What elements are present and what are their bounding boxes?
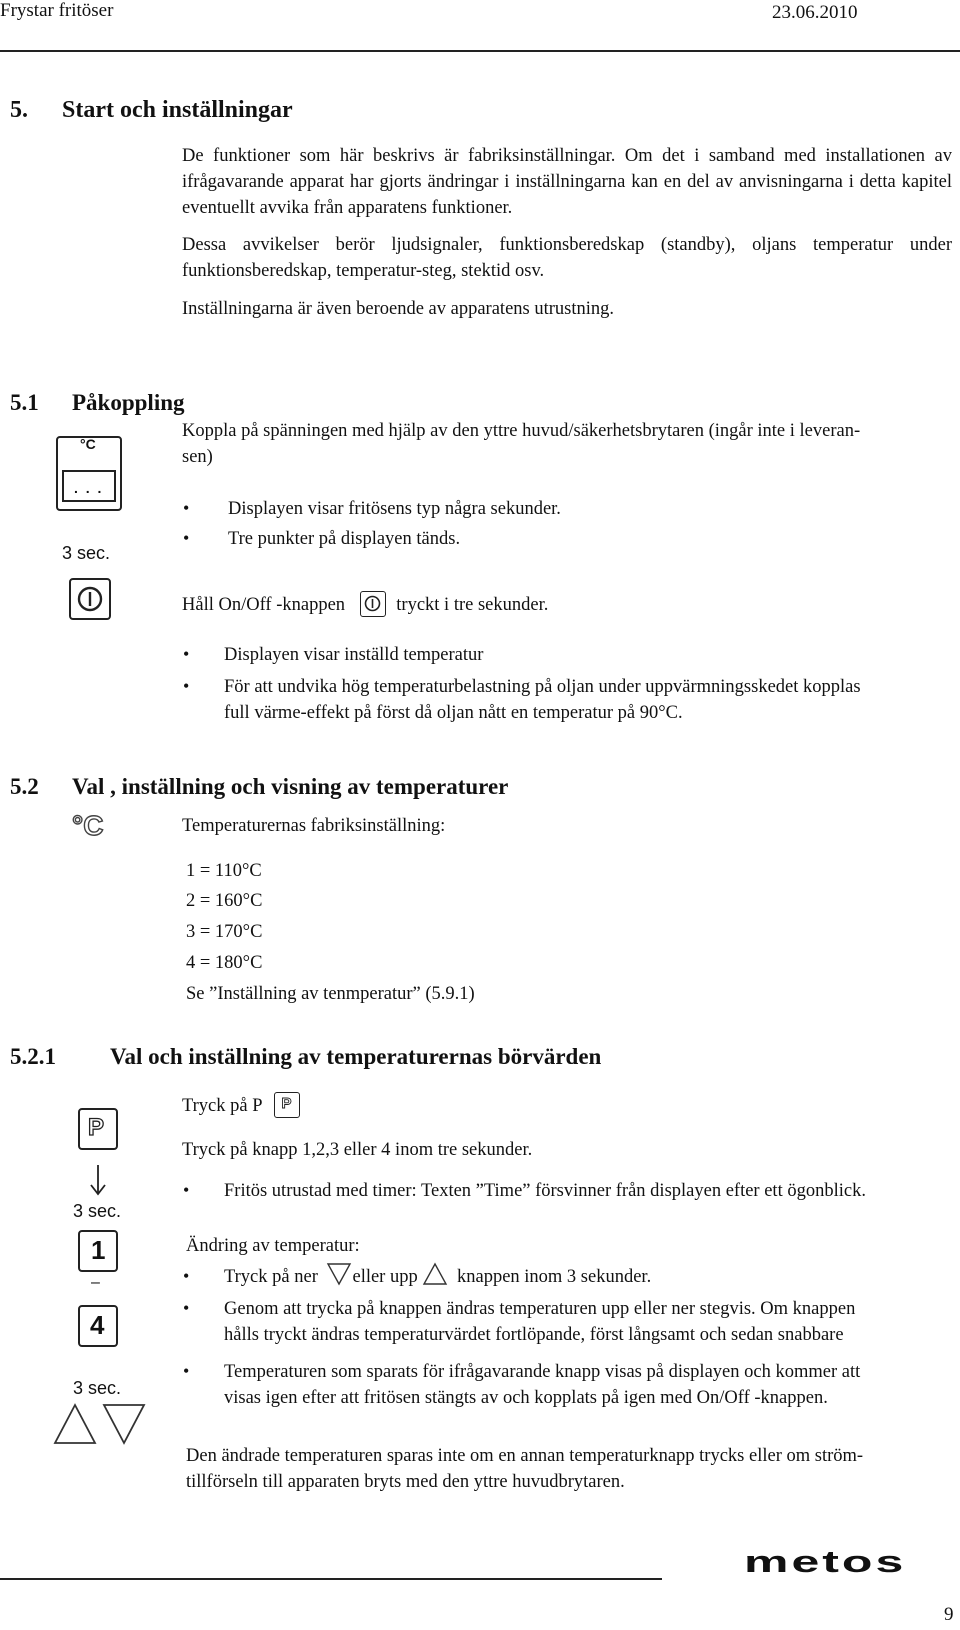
display-unit-label: °C	[80, 436, 96, 452]
temp-list-item-4: 4 = 180°C	[186, 953, 263, 973]
hold-text-before: Håll On/Off -knappen	[182, 595, 346, 615]
inline-p-key-label: P	[281, 1094, 292, 1112]
up-text: eller upp	[352, 1267, 418, 1287]
footer-rule	[0, 1578, 662, 1580]
press-keys-line: Tryck på knapp 1,2,3 eller 4 inom tre sekunder.	[182, 1140, 533, 1160]
section-5-paragraph-2: Dessa avvikelser berör ljudsignaler, funktionsberedskap (standby), oljans temperatur under funktionsberedskap, temperatur-steg, stektid osv.	[182, 235, 952, 281]
temp-list-item-2: 2 = 160°C	[186, 891, 263, 911]
section-5-1-bullet-1: Displayen visar fritösens typ några sekunder.	[228, 499, 561, 519]
step-bullet-line-2: hålls tryckt ändras temperaturvärdet fortlöpande, först långsamt och sedan snabbare	[224, 1325, 844, 1345]
header-title: Frystar fritöser	[0, 0, 114, 21]
section-5-paragraph-3: Inställningarna är även beroende av apparatens utrustning.	[182, 299, 615, 319]
section-5-1-intro-line-1: Koppla på spänningen med hjälp av den yttre huvud/säkerhetsbrytaren (ingår inte i leveran-	[182, 421, 861, 441]
section-5-1-bullet-4-line-2: full värme-effekt på först då oljan nått en temperatur på 90°C.	[224, 703, 683, 723]
inline-p-key-icon	[274, 1092, 300, 1118]
header-date: 23.06.2010	[772, 2, 858, 23]
section-5-paragraph-1: De funktioner som här beskrivs är fabriksinställningar. Om det i samband med installationen av ifrågavarande apparat har gjorts ändringar i inställningarna kan en del av anvisningarna i detta kapitel eventuellt avvika från apparatens funktioner.	[182, 146, 952, 218]
section-5-2-1-title: Val och inställning av temperaturernas börvärden	[110, 1044, 602, 1069]
bullet-dot: •	[183, 1361, 190, 1381]
section-5-2-1-number: 5.2.1	[10, 1044, 56, 1069]
on-off-key-icon	[69, 578, 111, 620]
header-rule	[0, 50, 960, 52]
display-icon	[56, 436, 122, 511]
three-sec-label: 3 sec.	[62, 543, 111, 563]
see-reference: Se ”Inställning av tenmperatur” (5.9.1)	[186, 984, 475, 1004]
section-5-1-number: 5.1	[10, 390, 39, 415]
note-line-1: Den ändrade temperaturen sparas inte om en annan temperaturknapp trycks eller om ström-	[186, 1446, 864, 1466]
key-1-label: 1	[91, 1235, 106, 1265]
bullet-dot: •	[183, 498, 190, 518]
celsius-icon: °C	[72, 810, 104, 841]
three-sec-label-2: 3 sec.	[73, 1378, 122, 1398]
key-1-icon	[78, 1230, 118, 1272]
bullet-dot: •	[183, 676, 190, 696]
display-screen	[62, 470, 116, 502]
power-icon	[71, 580, 109, 618]
inline-power-icon	[361, 592, 384, 615]
three-sec-label-1: 3 sec.	[73, 1201, 122, 1221]
display-dots: . . .	[74, 480, 104, 496]
key-4-icon	[78, 1305, 118, 1347]
press-p-line	[182, 1093, 300, 1120]
page-number: 9	[944, 1604, 954, 1625]
up-triangle-icon	[52, 1402, 98, 1446]
section-5-title: Start och inställningar	[62, 97, 293, 123]
section-5-number: 5.	[10, 97, 28, 123]
timer-bullet: Fritös utrustad med timer: Texten ”Time” försvinner från displayen efter ett ögonblick.	[224, 1181, 866, 1201]
section-5-1-title: Påkoppling	[72, 390, 185, 415]
section-5-2-title: Val , inställning och visning av temperaturer	[72, 774, 509, 799]
note-line-2: tillförseln till apparaten bryts med den yttre huvudbrytaren.	[186, 1472, 625, 1492]
saved-bullet-line-2: visas igen efter att fritösen stängts av och kopplats på igen med On/Off -knappen.	[224, 1388, 828, 1408]
p-key-label: P	[88, 1114, 105, 1141]
bullet-dot: •	[183, 1298, 190, 1318]
bullet-dot: •	[183, 1180, 190, 1200]
hold-on-off-line	[182, 592, 548, 619]
key-range-dash: –	[91, 1274, 100, 1291]
down-triangle-icon	[101, 1402, 147, 1446]
change-temp-label: Ändring av temperatur:	[186, 1236, 360, 1256]
inline-up-triangle-icon	[422, 1262, 448, 1286]
bullet-dot: •	[183, 528, 190, 548]
down-text: Tryck på ner	[224, 1267, 318, 1287]
metos-logo: metos	[744, 1544, 907, 1579]
temp-list-item-3: 3 = 170°C	[186, 922, 263, 942]
arrow-down-icon	[88, 1163, 108, 1197]
section-5-1-bullet-3: Displayen visar inställd temperatur	[224, 645, 484, 665]
saved-bullet-line-1: Temperaturen som sparats för ifrågavarande knapp visas på displayen och kommer att	[224, 1362, 861, 1382]
key-4-label: 4	[90, 1310, 105, 1340]
press-p-text: Tryck på P	[182, 1096, 262, 1116]
up-down-line	[224, 1264, 651, 1290]
bullet-dot: •	[183, 644, 190, 664]
section-5-2-intro: Temperaturernas fabriksinställning:	[182, 816, 446, 836]
inline-on-off-icon	[360, 591, 386, 617]
step-bullet-line-1: Genom att trycka på knappen ändras temperaturen upp eller ner stegvis. Om knappen	[224, 1299, 856, 1319]
p-key-icon	[78, 1108, 118, 1150]
bullet-dot: •	[183, 1266, 190, 1286]
section-5-1-bullet-2: Tre punkter på displayen tänds.	[228, 529, 461, 549]
button-within-text: knappen inom 3 sekunder.	[456, 1267, 652, 1287]
hold-text-after: tryckt i tre sekunder.	[396, 595, 549, 615]
inline-down-triangle-icon	[326, 1262, 352, 1286]
section-5-1-bullet-4-line-1: För att undvika hög temperaturbelastning på oljan under uppvärmningsskedet kopplas	[224, 677, 861, 697]
section-5-1-intro-line-2: sen)	[182, 447, 213, 467]
temp-list-item-1: 1 = 110°C	[186, 861, 262, 881]
section-5-2-number: 5.2	[10, 774, 39, 799]
